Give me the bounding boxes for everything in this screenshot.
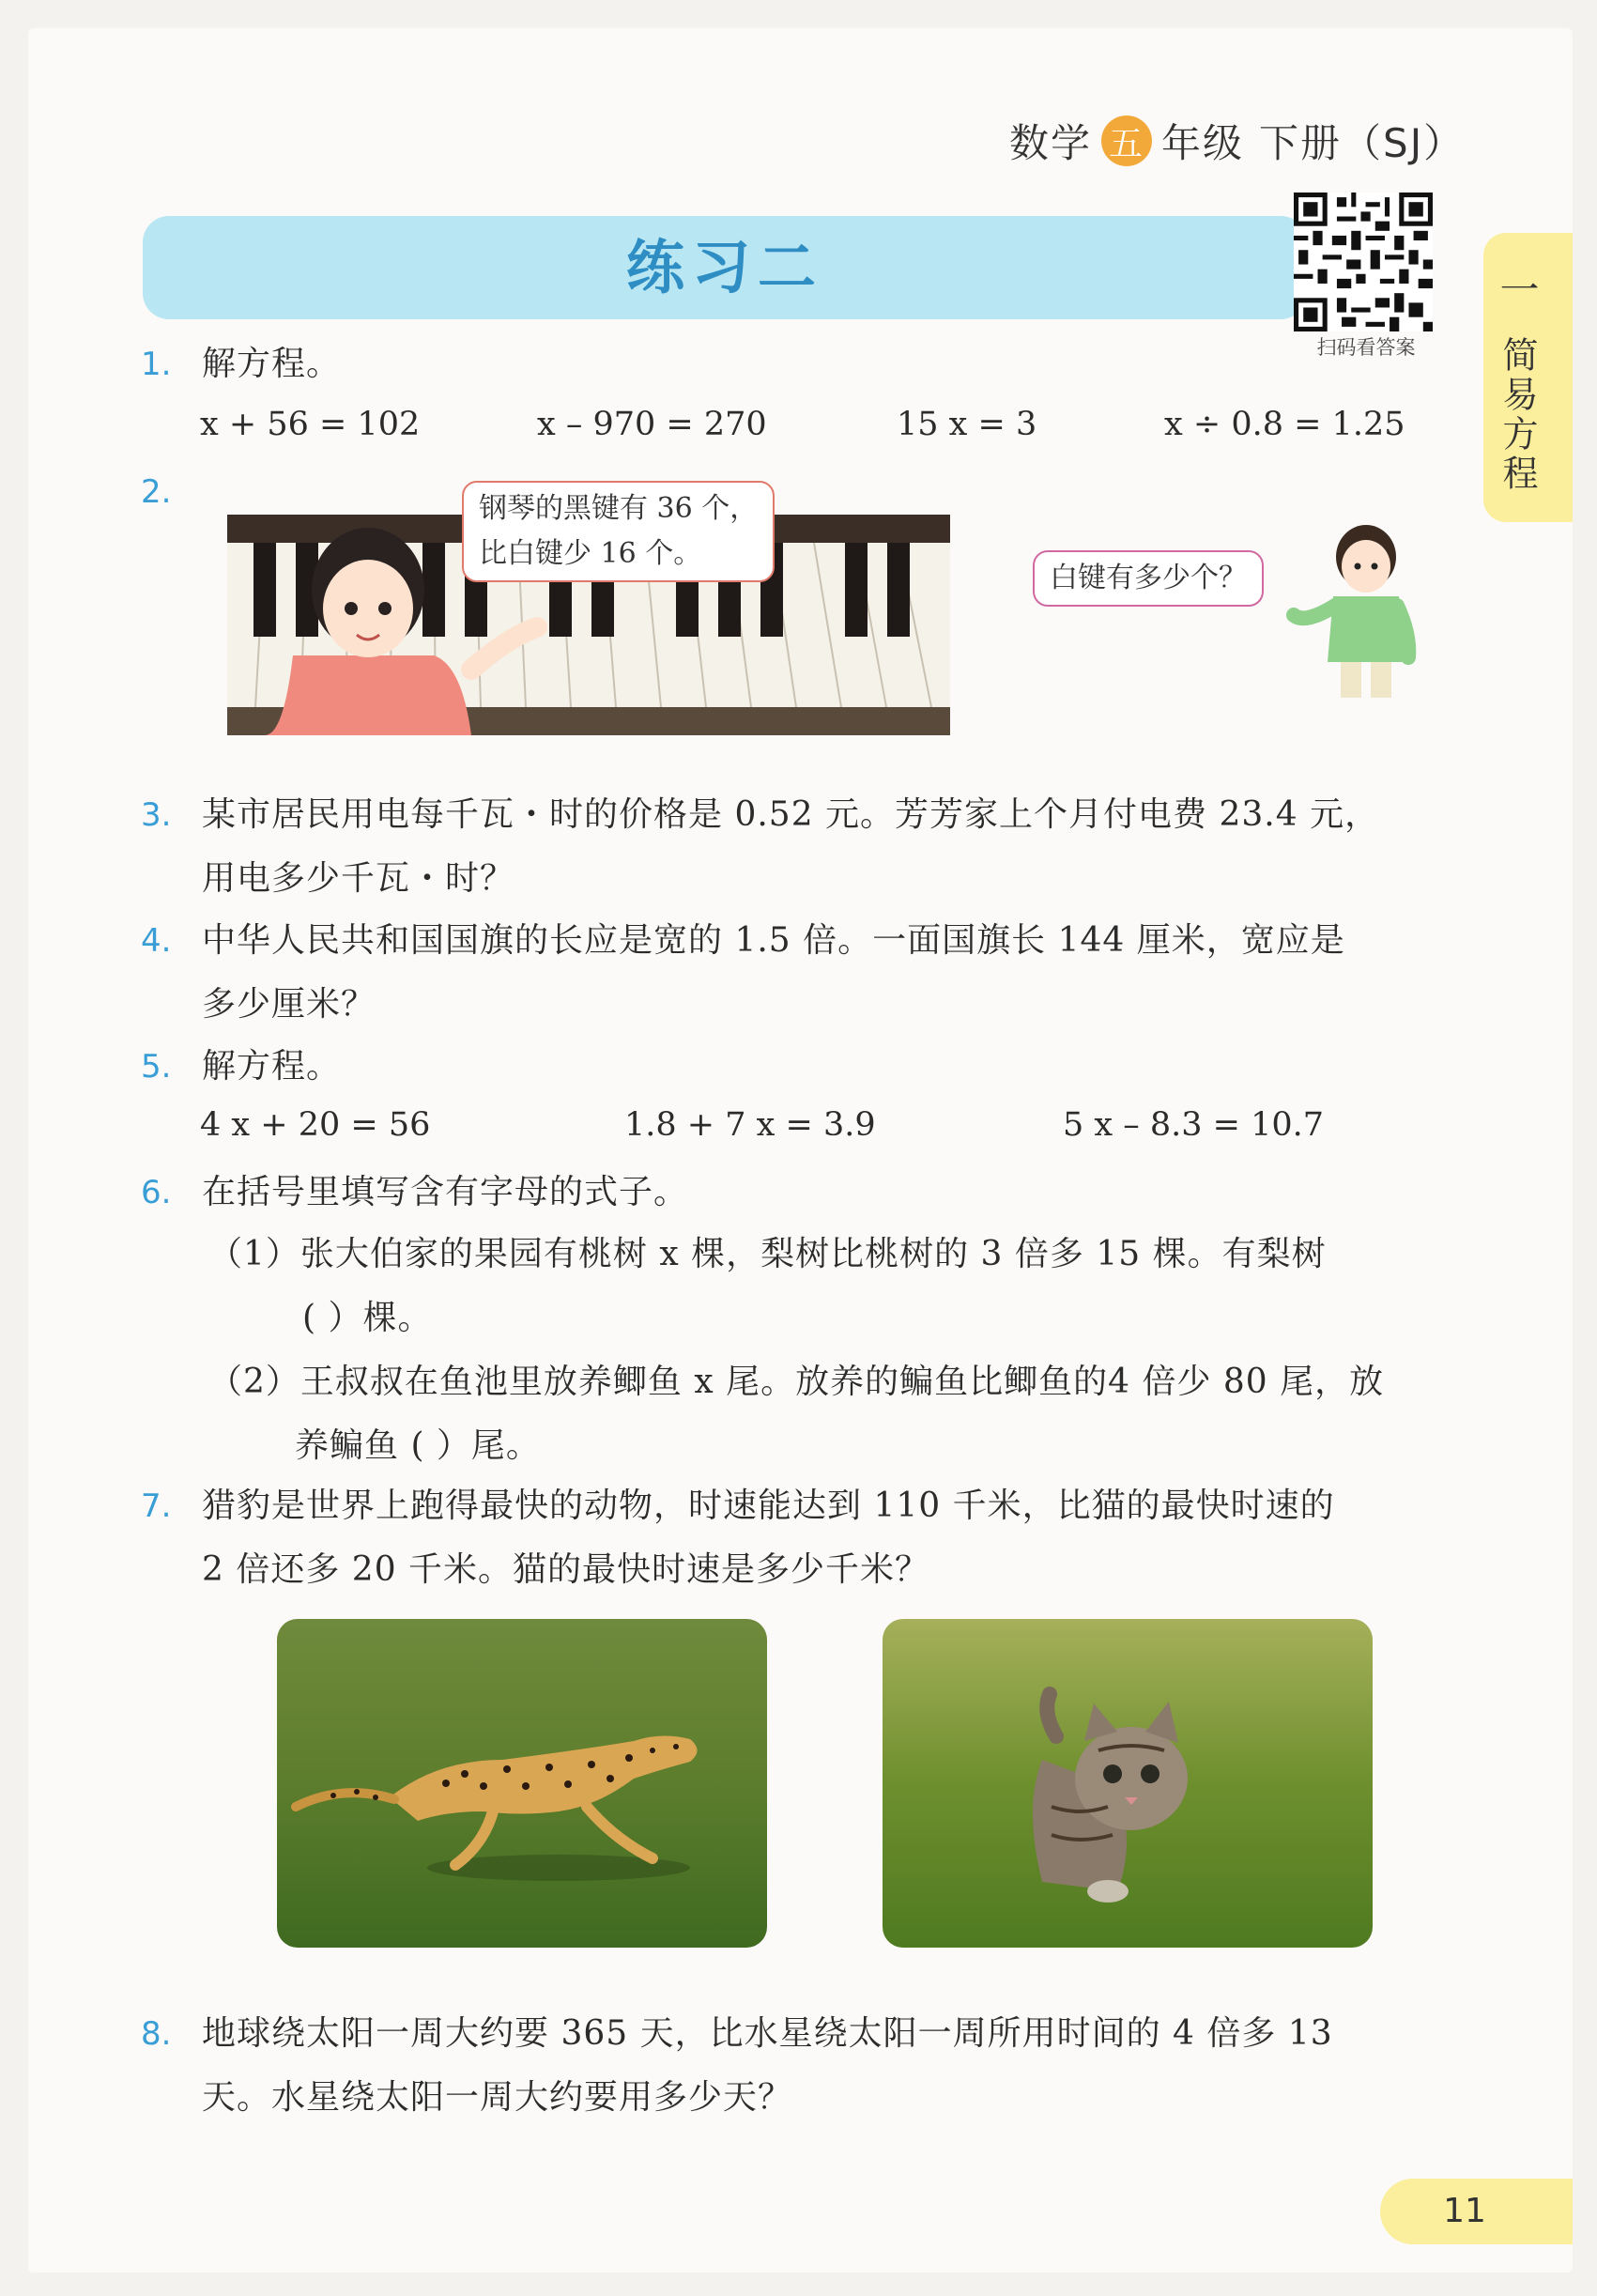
subquestion-1-line: （1）张大伯家的果园有桃树 x 棵，梨树比桃树的 3 倍多 15 棵。有梨树 [208,1235,1327,1273]
book-header [1009,108,1465,174]
problem-number: 6. [141,1174,172,1211]
problem-text: 在括号里填写含有字母的式子。 [202,1173,689,1211]
speech-line: 钢琴的黑键有 36 个， [479,492,759,525]
unit-title: 简易方程 [1497,336,1538,494]
equation: 4 x + 20 = 56 [200,1106,431,1144]
equation: 1.8 + 7 x = 3.9 [624,1106,876,1144]
problem-number: 2. [141,473,172,511]
unit-number: 一 [1499,267,1540,313]
speech-line: 白键有多少个？ [1050,562,1247,594]
problem-line: 天。水星绕太阳一周大约要用多少天？ [202,2078,793,2117]
problem-6 [0,1161,1502,1225]
page-number: 11 [1443,2192,1486,2230]
exercise-title: 练习二 [625,233,823,301]
speech-line: 比白键少 16 个。 [479,537,702,570]
subquestion-2-blank: 养鳊鱼 ( ）尾。 [295,1426,541,1465]
equation: x – 970 = 270 [537,406,767,443]
equation: 5 x – 8.3 = 10.7 [1063,1106,1325,1144]
kitten-photo [883,1619,1373,1948]
subquestion-1-blank: ( ）棵。 [302,1299,433,1337]
boy-figure [1286,521,1427,700]
problem-line: 多少厘米？ [202,985,376,1024]
grade-suffix: 年级 [1161,120,1245,166]
problem-5 [0,1035,1502,1099]
problem-line: 猎豹是世界上跑得最快的动物，时速能达到 110 千米，比猫的最快时速的 [202,1487,1335,1525]
grade-badge: 五 [1101,116,1152,166]
equation: x ÷ 0.8 = 1.25 [1164,406,1405,443]
subject-label: 数学 [1009,120,1093,166]
qr-caption: 扫码看答案 [1316,336,1416,359]
equation: x + 56 = 102 [200,406,421,443]
boy-speech-bubble [1033,550,1264,607]
problem-8 [0,2002,1502,2134]
problem-line: 地球绕太阳一周大约要 365 天，比水星绕太阳一周所用时间的 4 倍多 13 [202,2014,1333,2053]
problem-number: 7. [141,1487,172,1525]
equation: 15 x = 3 [897,406,1037,443]
problem-7 [0,1474,1502,1606]
problem-text: 解方程。 [202,345,342,383]
girl-speech-bubble [462,481,775,582]
problem-line: 2 倍还多 20 千米。猫的最快时速是多少千米？ [202,1550,930,1589]
problem-line: 某市居民用电每千瓦・时的价格是 0.52 元。芳芳家上个月付电费 23.4 元， [202,795,1380,834]
problem-line: 中华人民共和国国旗的长应是宽的 1.5 倍。一面国旗长 144 厘米，宽应是 [202,921,1345,960]
volume-label: 下册（SJ） [1259,120,1466,166]
problem-3 [0,783,1502,915]
problem-number: 4. [141,922,172,960]
cheetah-photo [277,1619,767,1948]
problem-number: 1. [141,346,172,383]
qr-code-icon[interactable] [1294,193,1433,331]
problem-1 [0,332,1502,396]
problem-number: 8. [141,2015,172,2053]
problem-number: 5. [141,1048,172,1086]
problem-number: 3. [141,796,172,834]
problem-text: 解方程。 [202,1047,342,1086]
problem-line: 用电多少千瓦・时？ [202,859,515,898]
subquestion-2-line: （2）王叔叔在鱼池里放养鲫鱼 x 尾。放养的鳊鱼比鲫鱼的4 倍少 80 尾，放 [208,1363,1385,1401]
exercise-title-band [143,216,1307,319]
problem-4 [0,909,1502,1040]
